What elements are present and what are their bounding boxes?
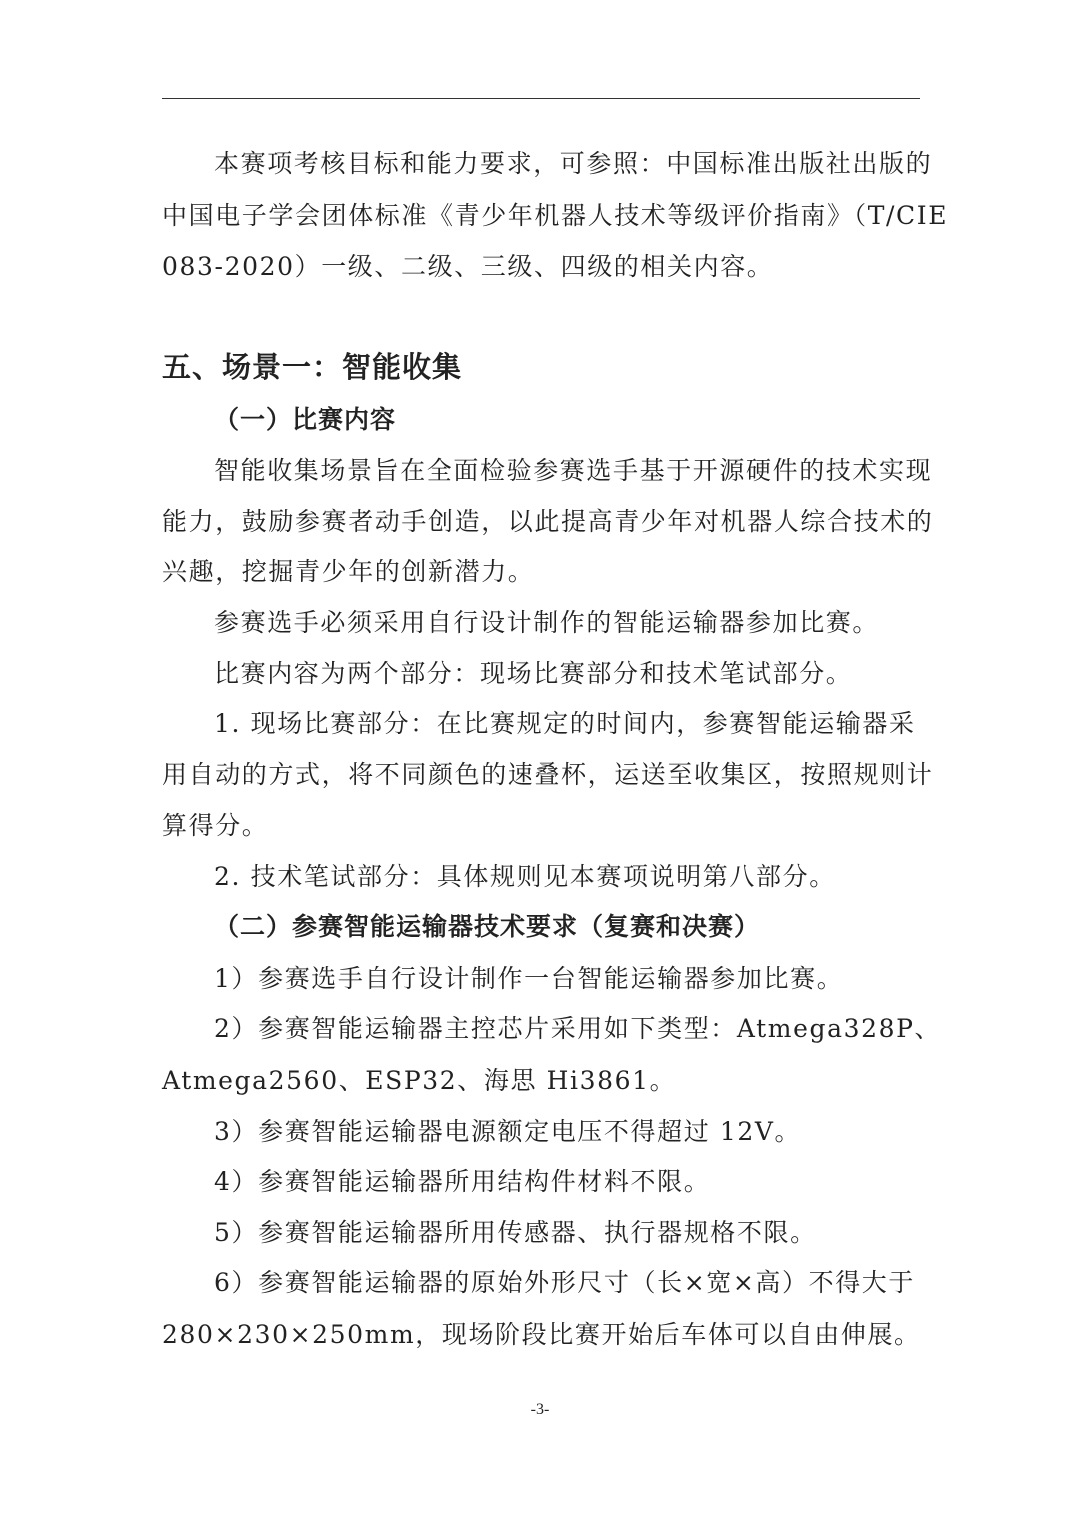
- paragraph-line: 参赛选手必须采用自行设计制作的智能运输器参加比赛。: [214, 608, 880, 637]
- header-rule: [162, 98, 920, 99]
- list-item-1-cont: 算得分。: [162, 811, 269, 840]
- section-heading: 五、场景一：智能收集: [162, 350, 463, 384]
- requirement-6-cont: 280×230×250mm，现场阶段比赛开始后车体可以自由伸展。: [162, 1320, 921, 1349]
- list-item-1-cont: 用自动的方式，将不同颜色的速叠杯，运送至收集区，按照规则计: [162, 760, 934, 789]
- requirement-1: 1）参赛选手自行设计制作一台智能运输器参加比赛。: [214, 964, 844, 993]
- requirement-2-cont: Atmega2560、ESP32、海思 Hi3861。: [162, 1066, 677, 1095]
- subsection-heading-1: （一）比赛内容: [214, 405, 397, 434]
- paragraph-line: 智能收集场景旨在全面检验参赛选手基于开源硬件的技术实现: [214, 456, 933, 485]
- intro-line-1: 本赛项考核目标和能力要求，可参照：中国标准出版社出版的: [214, 149, 933, 178]
- subsection-heading-2: （二）参赛智能运输器技术要求（复赛和决赛）: [214, 912, 761, 941]
- paragraph-line: 兴趣，挖掘青少年的创新潜力。: [162, 557, 535, 586]
- intro-line-3: 083-2020）一级、二级、三级、四级的相关内容。: [162, 252, 774, 281]
- requirement-5: 5）参赛智能运输器所用传感器、执行器规格不限。: [214, 1218, 817, 1247]
- list-item-1: 1. 现场比赛部分：在比赛规定的时间内，参赛智能运输器采: [214, 709, 916, 738]
- requirement-2: 2）参赛智能运输器主控芯片采用如下类型：Atmega328P、: [214, 1014, 942, 1043]
- paragraph-line: 比赛内容为两个部分：现场比赛部分和技术笔试部分。: [214, 659, 853, 688]
- intro-line-2: 中国电子学会团体标准《青少年机器人技术等级评价指南》（T/CIE: [162, 201, 949, 230]
- requirement-3: 3）参赛智能运输器电源额定电压不得超过 12V。: [214, 1117, 802, 1146]
- paragraph-line: 能力，鼓励参赛者动手创造，以此提高青少年对机器人综合技术的: [162, 507, 934, 536]
- page-number: -3-: [530, 1401, 550, 1418]
- list-item-2: 2. 技术笔试部分：具体规则见本赛项说明第八部分。: [214, 862, 836, 891]
- requirement-4: 4）参赛智能运输器所用结构件材料不限。: [214, 1167, 711, 1196]
- requirement-6: 6）参赛智能运输器的原始外形尺寸（长×宽×高）不得大于: [214, 1268, 916, 1297]
